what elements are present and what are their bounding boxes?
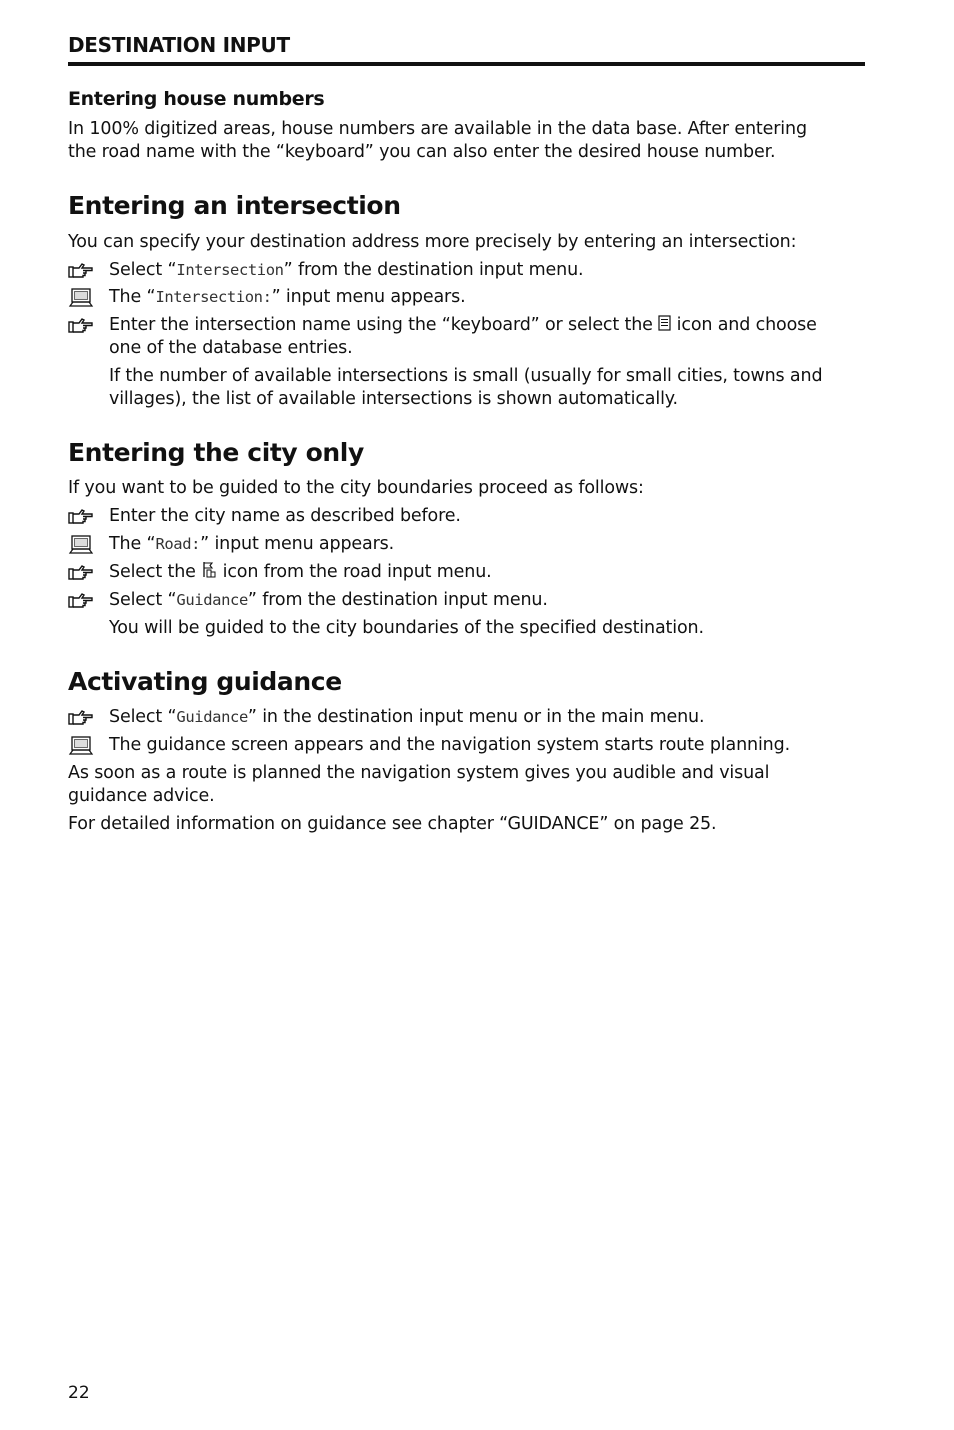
guidance-para1-line1: As soon as a route is planned the navigation system gives you audible and visual	[68, 763, 770, 783]
menu-item-guidance: Guidance	[176, 591, 248, 609]
heading-house-numbers: Entering house numbers	[68, 88, 325, 110]
menu-title-intersection: Intersection:	[155, 288, 272, 306]
intersection-note-line1: If the number of available intersections is small (usually for small cities, towns and	[109, 366, 823, 386]
section-header: DESTINATION INPUT	[68, 33, 290, 57]
display-screen-icon	[68, 736, 94, 756]
guidance-para2: For detailed information on guidance see chapter “GUIDANCE” on page 25.	[68, 814, 717, 834]
house-numbers-line2: the road name with the “keyboard” you can also enter the desired house number.	[68, 142, 776, 162]
city-note: You will be guided to the city boundaries of the specified destination.	[109, 618, 704, 638]
menu-title-road: Road:	[155, 535, 201, 553]
intersection-intro: You can specify your destination address more precisely by entering an intersection:	[68, 232, 797, 252]
house-numbers-line1: In 100% digitized areas, house numbers are available in the data base. After entering	[68, 119, 807, 139]
page-number: 22	[68, 1383, 90, 1403]
intersection-note-line2: villages), the list of available intersections is shown automatically.	[109, 389, 678, 409]
pointing-hand-icon	[68, 591, 94, 611]
city-flag-icon	[201, 561, 217, 578]
pointing-hand-icon	[68, 507, 94, 527]
heading-activating-guidance: Activating guidance	[68, 667, 342, 696]
list-icon	[658, 315, 671, 331]
pointing-hand-icon	[68, 261, 94, 281]
heading-city-only: Entering the city only	[68, 438, 364, 467]
guidance-para1-line2: guidance advice.	[68, 786, 215, 806]
header-rule	[68, 62, 865, 66]
display-screen-icon	[68, 535, 94, 555]
pointing-hand-icon	[68, 708, 94, 728]
heading-intersection: Entering an intersection	[68, 191, 401, 220]
display-screen-icon	[68, 288, 94, 308]
city-only-intro: If you want to be guided to the city boundaries proceed as follows:	[68, 478, 644, 498]
menu-item-intersection: Intersection	[176, 261, 284, 279]
pointing-hand-icon	[68, 563, 94, 583]
pointing-hand-icon	[68, 316, 94, 336]
menu-item-guidance: Guidance	[176, 708, 248, 726]
